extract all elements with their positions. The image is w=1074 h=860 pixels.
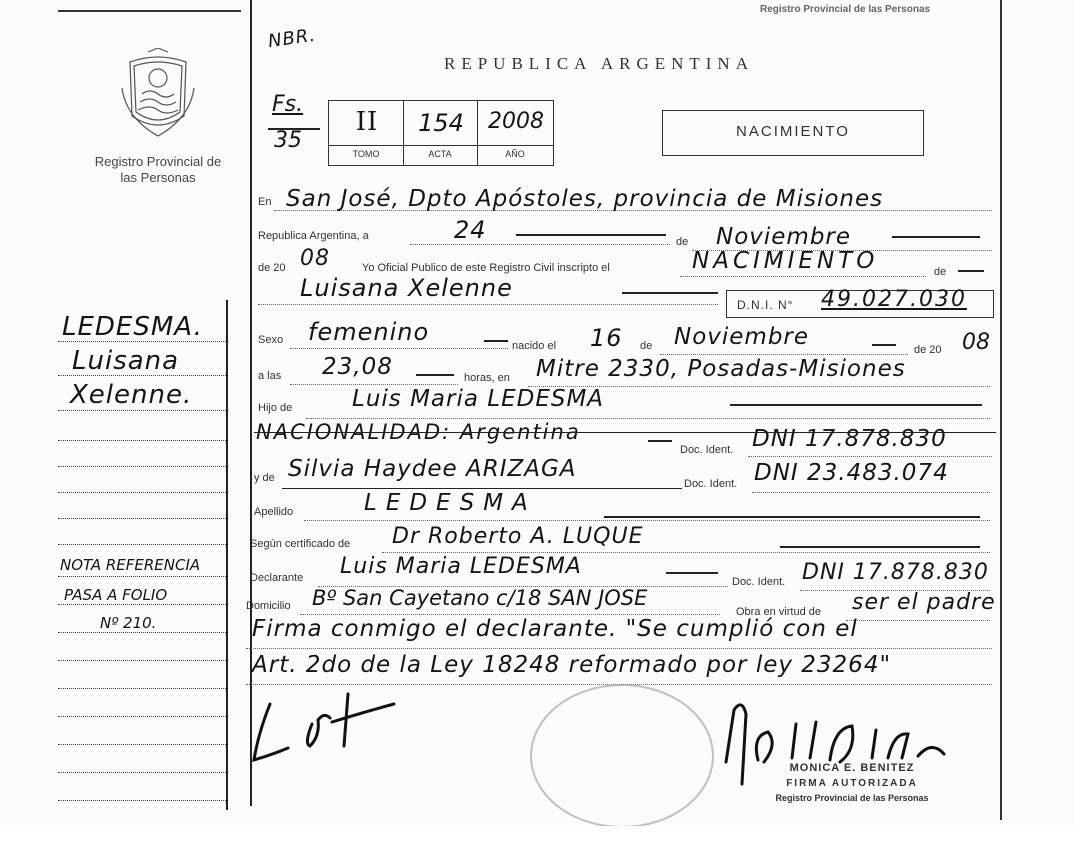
dotted-line [304,520,990,521]
sex-value: femenino [308,318,430,346]
de3-label: de [640,340,653,352]
margin-rule [58,632,226,633]
de-label: de [676,236,689,248]
stamp-authorized-signature: FIRMA AUTORIZADA [786,778,918,789]
anio-value: 2008 [488,109,544,134]
fill-stroke [958,270,984,272]
event-type-value: NACIMIENTO [692,248,879,274]
segun-certificado-label: Según certificado de [250,538,351,550]
nacido-label: nacido el [512,340,557,352]
declarant-signature [244,684,414,774]
surname-value: LEDESMA [364,490,537,516]
fill-stroke [872,344,896,346]
obra-en-virtud-label: Obra en virtud de [736,606,821,618]
dotted-line [290,348,508,349]
margin-rule [58,604,226,605]
birth-year-label: de 20 [914,344,942,356]
fill-stroke [622,292,718,294]
tomo-label: TOMO [352,149,380,159]
republica-label: Republica Argentina, a [258,230,369,242]
year-value: 08 [300,246,330,271]
fill-stroke [516,234,666,236]
dni-value: 49.027.030 [821,287,967,312]
fill-stroke [730,404,982,406]
folio-number: 35 [274,128,302,153]
margin-vertical-line [226,300,228,810]
stamp-registry: Registro Provincial de las Personas [775,793,929,803]
nbr-annotation: NBR. [266,24,318,53]
dni-box [726,287,994,318]
doc-ident-label-mother: Doc. Ident. [684,478,738,490]
hijo-de-label: Hijo de [258,402,293,414]
dotted-line [290,384,458,385]
birth-year-value: 08 [962,330,990,355]
en-label: En [258,196,272,208]
dotted-line [846,620,990,621]
faint-header-stamp: Registro Provincial de las Personas [760,4,931,15]
doc-ident-label-declarant: Doc. Ident. [732,576,786,588]
margin-rule [58,518,226,519]
page-title: REPUBLICA ARGENTINA [444,54,754,73]
birth-time-value: 23,08 [322,354,393,380]
note-line-2: Art. 2do de la Ley 18248 reformado por ley 23264" [252,652,892,678]
stamp-official-name: MONICA E. BENITEZ [789,762,915,774]
dotted-line [660,354,908,355]
margin-rule [58,688,226,689]
year-label: de 20 [258,262,286,274]
mother-name-value: Silvia Haydee ARIZAGA [288,456,577,482]
margin-rule [58,375,226,376]
folio-prefix: Fs. [272,92,304,117]
oficial-text: Yo Oficial Publico de este Registro Civil inscripto el [362,262,610,274]
margin-name-second: Xelenne. [70,380,193,410]
anio-label: AÑO [505,149,525,159]
margin-rule [58,410,226,411]
father-nationality-value: NACIONALIDAD: Argentina [256,420,581,444]
fill-stroke [892,236,980,238]
declarant-name-value: Luis Maria LEDESMA [340,554,582,579]
dotted-line [258,304,718,305]
fill-stroke [484,340,508,342]
official-stamp [752,762,952,803]
bottom-page-edge [0,826,1074,860]
relationship-value: ser el padre [852,590,996,615]
form-right-border [1000,0,1002,820]
coat-of-arms-emblem [118,48,198,140]
document-type-label: NACIMIENTO [736,123,850,140]
birth-month-value: Noviembre [674,324,810,350]
margin-name-first: Luisana [72,346,180,376]
doc-ident-label-father: Doc. Ident. [680,444,734,456]
father-doc-value: DNI 17.878.830 [752,426,947,452]
fill-stroke [416,374,454,376]
fill-stroke [604,516,980,518]
acta-label: ACTA [428,149,452,159]
top-left-rule [58,10,241,12]
margin-rule [58,544,226,545]
margin-rule [58,660,226,661]
dotted-line [246,648,992,649]
margin-name-surname: LEDESMA. [62,312,203,342]
child-name-value: Luisana Xelenne [300,274,513,302]
dotted-line [300,614,720,615]
apellido-label: Apellido [254,506,294,518]
registry-name-text: Registro Provincial de las Personas [94,154,222,185]
horas-en-label: horas, en [464,372,510,384]
de2-label: de [934,266,947,278]
mother-doc-value: DNI 23.483.074 [754,460,949,486]
day-value: 24 [454,216,487,244]
dotted-line [680,276,926,277]
margin-rule [58,716,226,717]
declarant-doc-value: DNI 17.878.830 [802,560,989,585]
fill-stroke [282,488,682,489]
sexo-label: Sexo [258,334,284,346]
folio-divider [268,128,320,130]
acta-box-divider [329,145,553,146]
fill-stroke [648,440,672,442]
declarante-label: Declarante [250,572,304,584]
margin-rule [58,466,226,467]
margin-rule [58,800,226,801]
father-name-value: Luis Maria LEDESMA [352,386,605,412]
fill-stroke [254,432,996,433]
dotted-line [748,456,992,457]
margin-rule [58,440,226,441]
margin-note-line1: NOTA REFERENCIA [60,556,201,574]
note-line-1: Firma conmigo el declarante. "Se cumplió con el [252,616,858,642]
official-round-seal [530,684,714,828]
birth-day-value: 16 [590,324,623,352]
fill-stroke [666,572,718,574]
a-las-label: a las [258,370,282,382]
margin-rule [58,341,226,342]
y-de-label: y de [254,472,275,484]
birth-place-value: Mitre 2330, Posadas-Misiones [536,356,906,382]
place-value: San José, Dpto Apóstoles, provincia de Misiones [286,186,884,212]
dotted-line [306,418,990,419]
dotted-line [752,492,990,493]
domicilio-label: Domicilio [246,600,291,612]
margin-rule [58,744,226,745]
margin-rule [58,772,226,773]
certifier-value: Dr Roberto A. LUQUE [392,524,644,549]
margin-note-line3: Nº 210. [100,614,157,632]
document-type-box [662,110,924,156]
margin-note-line2: PASA A FOLIO [64,586,168,604]
dotted-line [382,552,990,553]
declarant-address-value: Bº San Cayetano c/18 SAN JOSE [312,586,648,610]
margin-rule [58,576,226,577]
tomo-value: II [355,107,379,137]
dotted-line [410,244,670,245]
acta-value: 154 [418,109,464,137]
dni-label: D.N.I. N° [737,298,794,312]
margin-rule [58,492,226,493]
acta-box [328,100,554,166]
fill-stroke [780,546,980,548]
month-value: Noviembre [716,224,852,250]
